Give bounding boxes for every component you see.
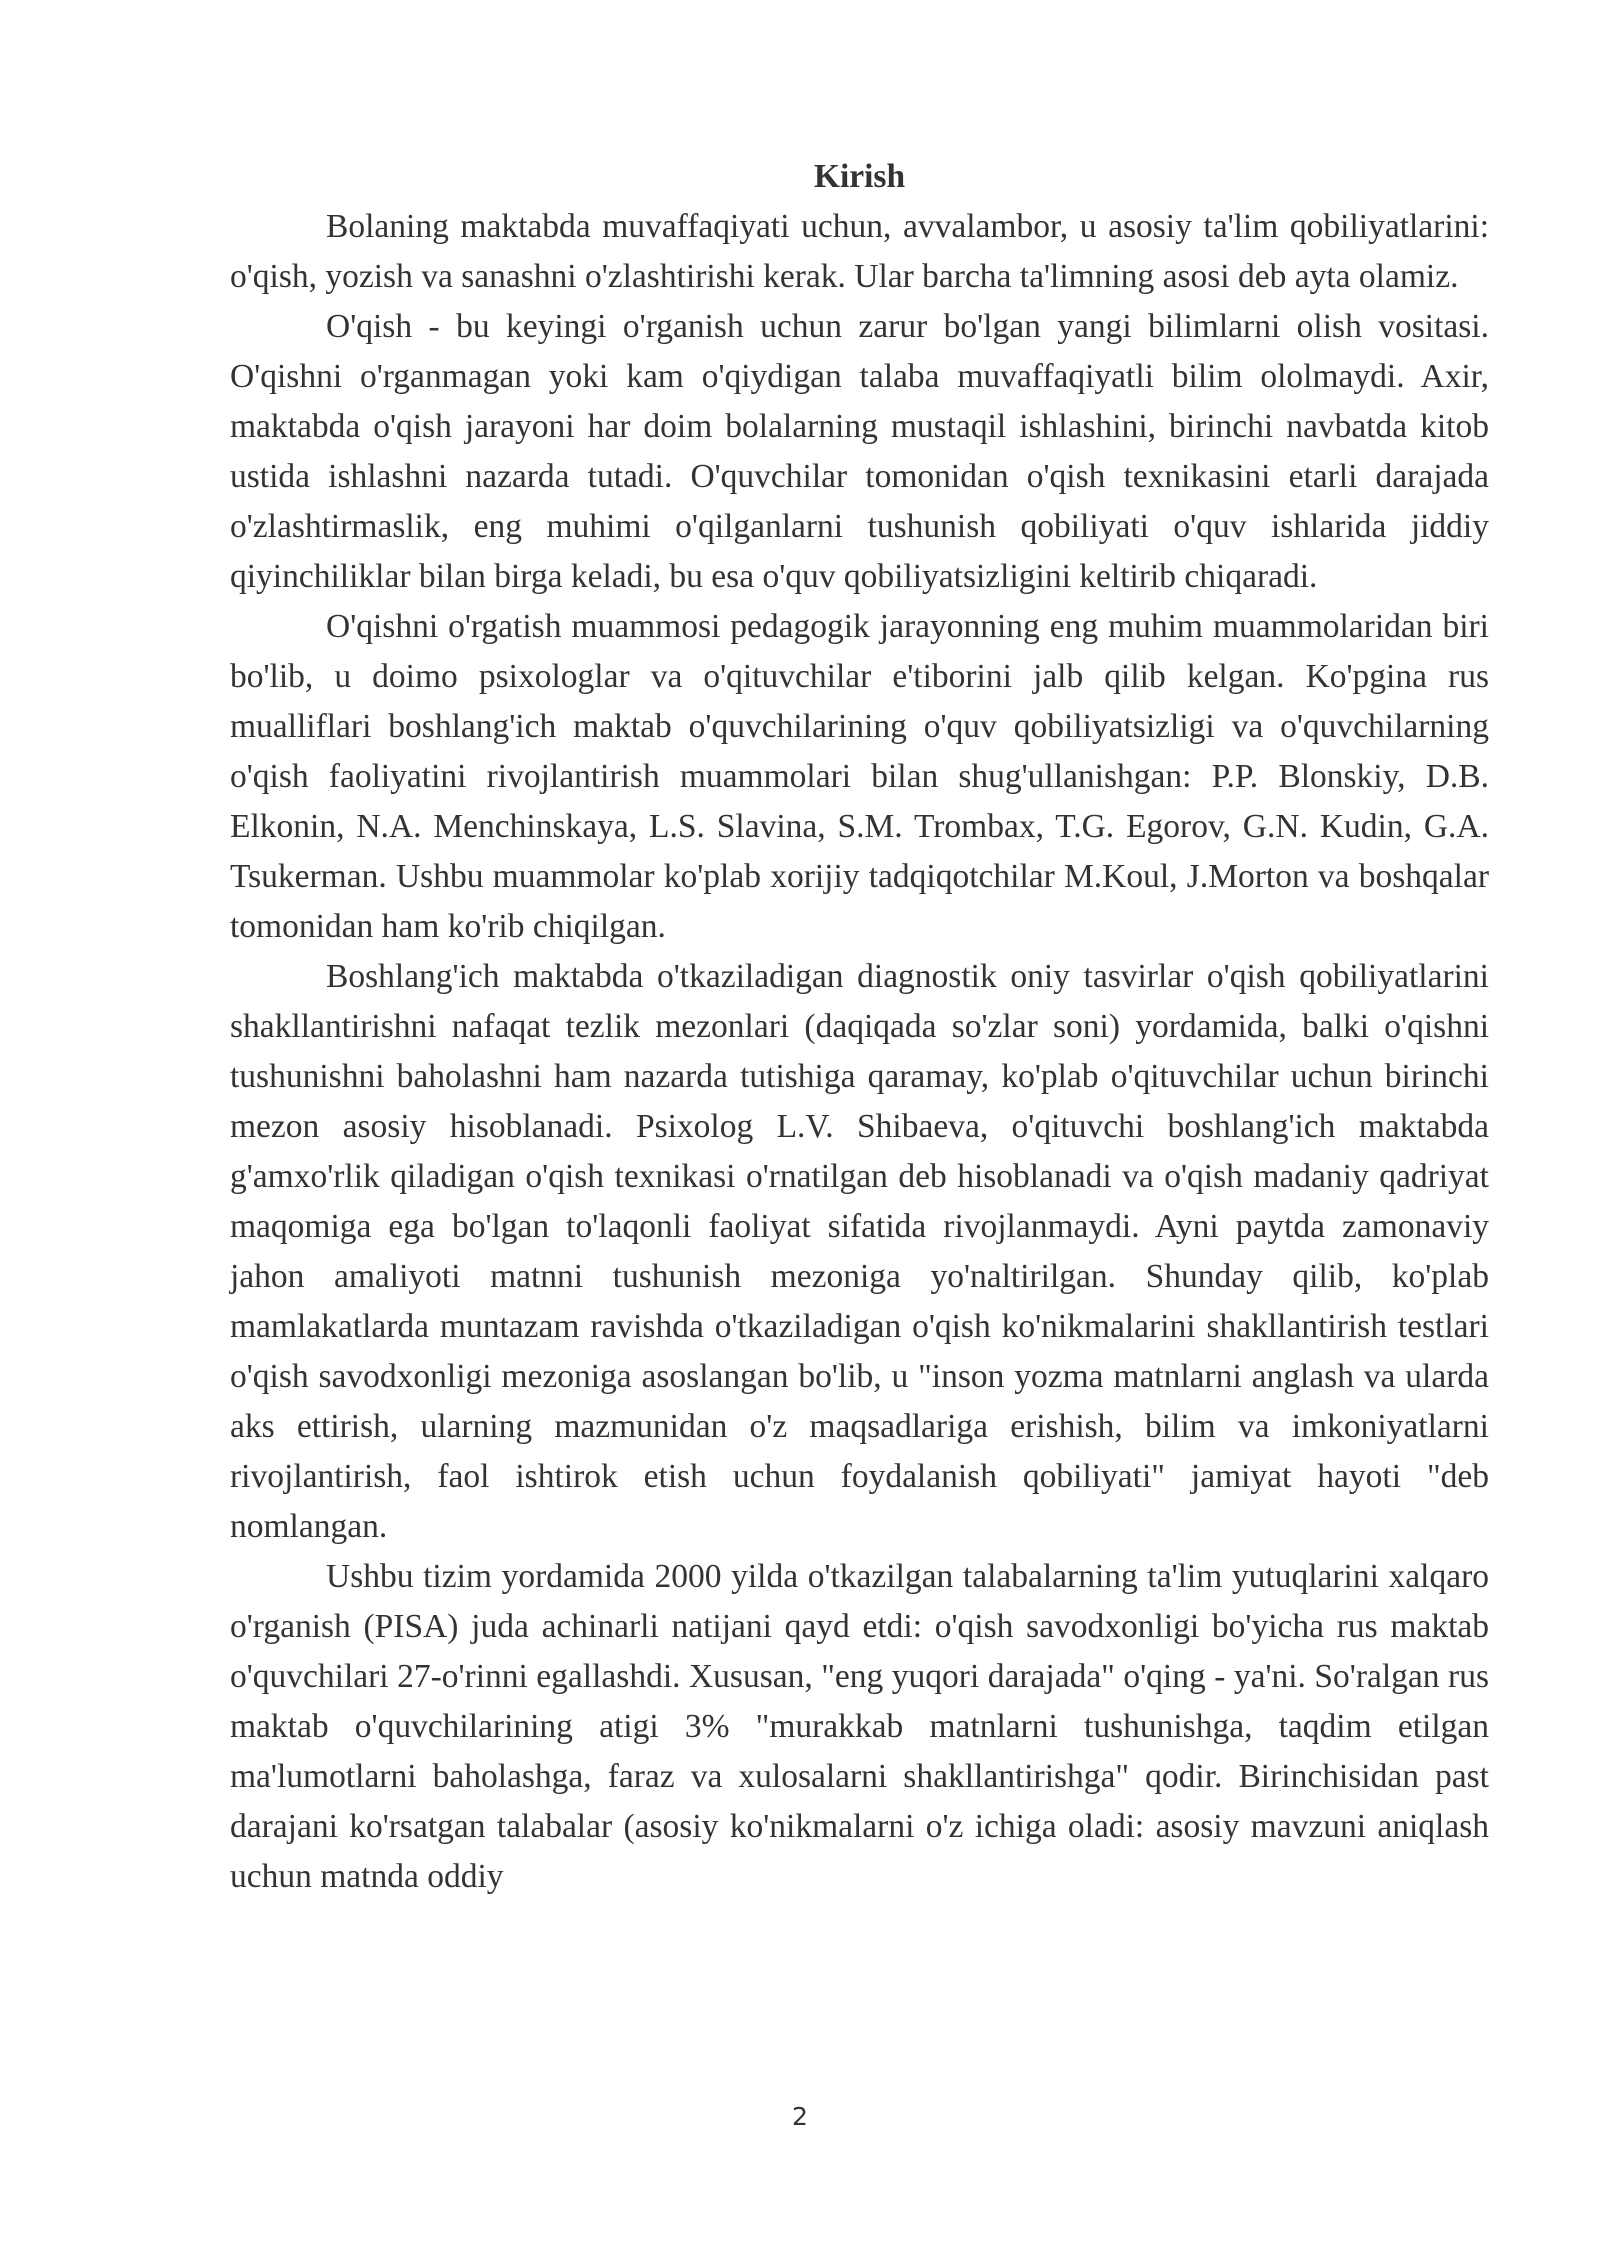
page-content (230, 152, 1489, 1902)
page-number: 2 (792, 2102, 808, 2131)
paragraph-1: Bolaning maktabda muvaffaqiyati uchun, avvalambor, u asosiy ta'lim qobiliyatlarini: o'qish, yozish va sanashni o'zlashtirishi kerak. Ular barcha ta'limning asosi deb ayta olamiz. (230, 208, 1489, 295)
paragraph-5: Ushbu tizim yordamida 2000 yilda o'tkazilgan talabalarning ta'lim yutuqlarini xalqaro o'rganish (PISA) juda achinarli natijani qayd etdi: o'qish savodxonligi bo'yicha rus maktab o'quvchilari 27-o'rinni egallashdi. Xususan, "eng yuqori darajada" o'qing - ya'ni. So'ralgan rus maktab o'quvchilarining atigi 3% "murakkab matnlarni tushunishga, taqdim etilgan ma'lumotlarni baholashga, faraz va xulosalarni shakllantirishga" qodir. Birinchisidan past darajani ko'rsatgan talabalar (asosiy ko'nikmalarni o'z ichiga oladi: asosiy mavzuni aniqlash uchun matnda oddiy (230, 1558, 1489, 1895)
paragraph-2: O'qish - bu keyingi o'rganish uchun zarur bo'lgan yangi bilimlarni olish vositasi. O'qishni o'rganmagan yoki kam o'qiydigan talaba muvaffaqiyatli bilim ololmaydi. Axir, maktabda o'qish jarayoni har doim bolalarning mustaqil ishlashini, birinchi navbatda kitob ustida ishlashni nazarda tutadi. O'quvchilar tomonidan o'qish texnikasini etarli darajada o'zlashtirmaslik, eng muhimi o'qilganlarni tushunish qobiliyati o'quv ishlarida jiddiy qiyinchiliklar bilan birga keladi, bu esa o'quv qobiliyatsizligini keltirib chiqaradi. (230, 308, 1489, 595)
paragraph-3: O'qishni o'rgatish muammosi pedagogik jarayonning eng muhim muammolaridan biri bo'lib, u doimo psixologlar va o'qituvchilar e'tiborini jalb qilib kelgan. Ko'pgina rus mualliflari boshlang'ich maktab o'quvchilarining o'quv qobiliyatsizligi va o'quvchilarning o'qish faoliyatini rivojlantirish muammolari bilan shug'ullanishgan: P.P. Blonskiy, D.B. Elkonin, N.A. Menchinskaya, L.S. Slavina, S.M. Trombax, T.G. Egorov, G.N. Kudin, G.A. Tsukerman. Ushbu muammolar ko'plab xorijiy tadqiqotchilar M.Koul, J.Morton va boshqalar tomonidan ham ko'rib chiqilgan. (230, 608, 1489, 945)
section-title: Kirish (813, 158, 906, 195)
paragraph-4: Boshlang'ich maktabda o'tkaziladigan diagnostik oniy tasvirlar o'qish qobiliyatlarini shakllantirishni nafaqat tezlik mezonlari (daqiqada so'zlar soni) yordamida, balki o'qishni tushunishni baholashni ham nazarda tutishiga qaramay, ko'plab o'qituvchilar uchun birinchi mezon asosiy hisoblanadi. Psixolog L.V. Shibaeva, o'qituvchi boshlang'ich maktabda g'amxo'rlik qiladigan o'qish texnikasi o'rnatilgan deb hisoblanadi va o'qish madaniy qadriyat maqomiga ega bo'lgan to'laqonli faoliyat sifatida rivojlanmaydi. Ayni paytda zamonaviy jahon amaliyoti matnni tushunish mezoniga yo'naltirilgan. Shunday qilib, ko'plab mamlakatlarda muntazam ravishda o'tkaziladigan o'qish ko'nikmalarini shakllantirish testlari o'qish savodxonligi mezoniga asoslangan bo'lib, u "inson yozma matnlarni anglash va ularda aks ettirish, ularning mazmunidan o'z maqsadlariga erishish, bilim va imkoniyatlarni rivojlantirish, faol ishtirok etish uchun foydalanish qobiliyati" jamiyat hayoti "deb nomlangan. (230, 958, 1489, 1545)
